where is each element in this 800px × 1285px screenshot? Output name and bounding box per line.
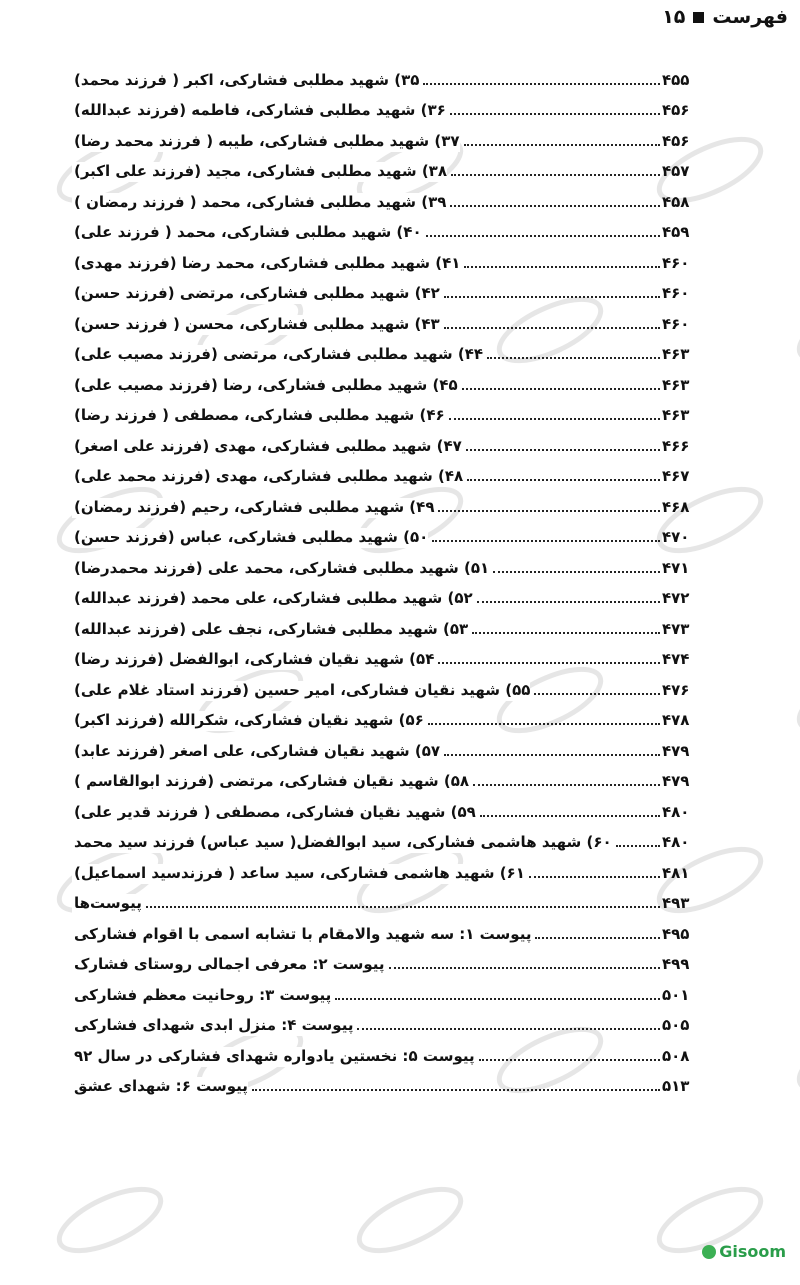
- toc-entry: [72, 609, 702, 640]
- toc-entry-page: ۴۷۳: [662, 619, 690, 638]
- toc-entry-title: ۳۷) شهید مطلبی فشارکی، طیبه ( فرزند محمد رضا): [74, 131, 460, 150]
- dot-leader: [534, 692, 660, 695]
- toc-entry-page: ۴۷۰: [662, 528, 690, 546]
- toc-entry-page: ۴۶۳: [662, 375, 690, 394]
- toc-entry-page: ۴۷۲: [662, 589, 690, 607]
- toc-entry: [72, 579, 702, 610]
- toc-entry: [72, 396, 702, 427]
- toc-entry-title: ۵۱) شهید مطلبی فشارکی، محمد علی (فرزند محمدرضا): [74, 558, 490, 577]
- dot-leader: [529, 875, 660, 878]
- toc-entry-page: ۴۶۳: [662, 406, 690, 424]
- toc-entry-page: ۴۵۷: [662, 162, 690, 180]
- toc-entry-title: پیوست ۲: معرفی اجمالی روستای فشارک: [74, 955, 385, 973]
- toc-entry-page: ۴۷۶: [662, 680, 690, 699]
- toc-entry-title: ۴۱) شهید مطلبی فشارکی، محمد رضا (فرزند مهدی): [74, 253, 461, 272]
- toc-entry: [72, 274, 702, 305]
- toc-entry-title: ۵۳) شهید مطلبی فشارکی، نجف علی (فرزند عبدالله): [74, 619, 469, 638]
- toc-entry-page: ۴۶۸: [662, 497, 690, 516]
- toc-entry-title: ۵۴) شهید نقیان فشارکی، ابوالفضل (فرزند رضا): [74, 650, 435, 668]
- toc-entry: [72, 91, 702, 122]
- dot-leader: [428, 722, 660, 725]
- toc-entry-title: پیوست‌ها: [74, 894, 142, 912]
- toc-entry-page: ۴۹۹: [662, 955, 690, 973]
- toc-entry-title: ۳۵) شهید مطلبی فشارکی، اکبر ( فرزند محمد): [74, 70, 420, 89]
- dot-leader: [146, 905, 660, 908]
- toc-entry-page: ۴۸۰: [662, 802, 690, 821]
- toc-entry-page: ۴۸۰: [662, 833, 690, 851]
- toc-entry-page: ۴۵۶: [662, 131, 690, 150]
- toc-entry-page: ۴۹۳: [662, 894, 690, 912]
- dot-leader: [451, 173, 660, 176]
- watermark-mark: [791, 657, 800, 743]
- dot-leader: [462, 387, 660, 390]
- toc-entry: [72, 121, 702, 152]
- toc-entry: [72, 243, 702, 274]
- toc-entry-page: ۴۸۱: [662, 863, 690, 882]
- toc-entry: [72, 548, 702, 579]
- toc-entry-page: ۵۰۵: [662, 1016, 690, 1034]
- toc-entry: [72, 1036, 702, 1067]
- toc-entry-page: ۴۶۰: [662, 284, 690, 302]
- dot-leader: [466, 448, 660, 451]
- toc-entry-title: ۵۶) شهید نقیان فشارکی، شکرالله (فرزند اکبر): [74, 711, 424, 729]
- toc-entry-title: ۵۵) شهید نقیان فشارکی، امیر حسین (فرزند استاد غلام علی): [74, 680, 531, 699]
- toc-entry: [72, 335, 702, 366]
- toc-entry-title: ۶۰) شهید هاشمی فشارکی، سید ابوالفضل( سید عباس) فرزند سید محمد: [74, 833, 612, 851]
- dot-leader: [493, 570, 660, 573]
- toc-entry: [72, 487, 702, 518]
- toc-entry-title: ۳۶) شهید مطلبی فشارکی، فاطمه (فرزند عبدالله): [74, 101, 446, 119]
- toc-entry-page: ۴۵۸: [662, 192, 690, 211]
- toc-entry-title: ۴۳) شهید مطلبی فشارکی، محسن ( فرزند حسن): [74, 314, 440, 333]
- toc-entry: [72, 1006, 702, 1037]
- dot-leader: [444, 326, 660, 329]
- dot-leader: [479, 1058, 660, 1061]
- toc-entry-page: ۴۷۹: [662, 741, 690, 760]
- toc-entry: [72, 884, 702, 915]
- toc-entry-page: ۴۵۹: [662, 223, 690, 241]
- toc-entry: [72, 670, 702, 701]
- toc-entry-page: ۴۶۳: [662, 345, 690, 363]
- toc-entry: [72, 426, 702, 457]
- dot-leader: [450, 112, 660, 115]
- toc-entry-page: ۴۷۴: [662, 650, 690, 668]
- toc-entry: [72, 213, 702, 244]
- toc-entry-title: ۴۴) شهید مطلبی فشارکی، مرتضی (فرزند مصیب علی): [74, 345, 484, 363]
- logo-text: Gisoom: [719, 1242, 786, 1261]
- toc-entry-title: پیوست ۳: روحانیت معظم فشارکی: [74, 985, 332, 1004]
- dot-leader: [432, 539, 660, 542]
- toc-entry: [72, 945, 702, 976]
- dot-leader: [423, 82, 660, 85]
- toc-entry-page: ۵۱۳: [662, 1077, 690, 1095]
- dot-leader: [464, 265, 660, 268]
- watermark-mark: [351, 1177, 469, 1263]
- toc-entry: [72, 853, 702, 884]
- dot-leader: [477, 600, 660, 603]
- toc-entry-page: ۵۰۱: [662, 985, 690, 1004]
- toc-entry: [72, 731, 702, 762]
- watermark-mark: [51, 1177, 169, 1263]
- dot-leader: [535, 936, 660, 939]
- watermark-mark: [791, 287, 800, 373]
- toc-entry-page: ۴۶۶: [662, 436, 690, 455]
- toc-entry-page: ۴۶۷: [662, 467, 690, 485]
- gisoom-logo: [702, 1242, 786, 1261]
- page-header: [662, 6, 788, 28]
- toc-entry: [72, 1067, 702, 1098]
- square-bullet-icon: [693, 12, 704, 23]
- toc-entry-title: ۵۷) شهید نقیان فشارکی، علی اصغر (فرزند عابد): [74, 741, 441, 760]
- toc-entry-title: ۴۰) شهید مطلبی فشارکی، محمد ( فرزند علی): [74, 223, 422, 241]
- toc-entry-page: ۴۶۰: [662, 253, 690, 272]
- toc-entry: [72, 152, 702, 183]
- dot-leader: [335, 997, 660, 1000]
- toc-entry: [72, 762, 702, 793]
- dot-leader: [450, 204, 660, 207]
- table-of-contents: [72, 60, 702, 1097]
- toc-entry-title: ۴۲) شهید مطلبی فشارکی، مرتضی (فرزند حسن): [74, 284, 440, 302]
- toc-entry-page: ۴۷۹: [662, 772, 690, 790]
- dot-leader: [616, 844, 660, 847]
- dot-leader: [467, 478, 660, 481]
- dot-leader: [487, 356, 660, 359]
- toc-entry-page: ۴۵۵: [662, 70, 690, 89]
- toc-entry-title: ۵۰) شهید مطلبی فشارکی، عباس (فرزند حسن): [74, 528, 429, 546]
- toc-entry: [72, 701, 702, 732]
- toc-entry: [72, 975, 702, 1006]
- toc-entry-title: ۵۹) شهید نقیان فشارکی، مصطفی ( فرزند قدیر علی): [74, 802, 476, 821]
- dot-leader: [464, 143, 660, 146]
- toc-entry-title: پیوست ۴: منزل ابدی شهدای فشارکی: [74, 1016, 354, 1034]
- toc-entry: [72, 823, 702, 854]
- toc-entry-page: ۴۷۸: [662, 711, 690, 729]
- dot-leader: [473, 783, 660, 786]
- toc-entry: [72, 792, 702, 823]
- toc-entry: [72, 457, 702, 488]
- toc-entry: [72, 365, 702, 396]
- toc-entry: [72, 304, 702, 335]
- toc-entry-page: ۵۰۸: [662, 1046, 690, 1065]
- header-title: فهرست: [712, 6, 788, 28]
- header-page-number: ۱۵: [662, 6, 686, 28]
- gisoom-logo-icon: [702, 1245, 716, 1259]
- dot-leader: [480, 814, 660, 817]
- toc-entry-title: ۳۹) شهید مطلبی فشارکی، محمد ( فرزند رمضان ): [74, 192, 447, 211]
- dot-leader: [389, 966, 660, 969]
- toc-entry-title: ۵۸) شهید نقیان فشارکی، مرتضی (فرزند ابوالقاسم ): [74, 772, 469, 790]
- dot-leader: [444, 753, 660, 756]
- toc-entry: [72, 60, 702, 91]
- toc-entry-title: ۴۸) شهید مطلبی فشارکی، مهدی (فرزند محمد علی): [74, 467, 464, 485]
- toc-entry-title: ۴۷) شهید مطلبی فشارکی، مهدی (فرزند علی اصغر): [74, 436, 462, 455]
- toc-entry-title: ۴۹) شهید مطلبی فشارکی، رحیم (فرزند رمضان): [74, 497, 435, 516]
- watermark-mark: [791, 1017, 800, 1103]
- toc-entry: [72, 914, 702, 945]
- toc-entry: [72, 182, 702, 213]
- toc-entry-page: ۴۷۱: [662, 558, 690, 577]
- toc-entry: [72, 518, 702, 549]
- dot-leader: [449, 417, 660, 420]
- dot-leader: [426, 234, 660, 237]
- dot-leader: [444, 295, 660, 298]
- toc-entry-title: ۵۲) شهید مطلبی فشارکی، علی محمد (فرزند عبدالله): [74, 589, 473, 607]
- toc-entry-page: ۴۹۵: [662, 924, 690, 943]
- dot-leader: [438, 661, 660, 664]
- dot-leader: [438, 509, 660, 512]
- toc-entry-title: ۶۱) شهید هاشمی فشارکی، سید ساعد ( فرزندسید اسماعیل): [74, 863, 525, 882]
- toc-entry-title: ۴۵) شهید مطلبی فشارکی، رضا (فرزند مصیب علی): [74, 375, 458, 394]
- toc-entry-title: پیوست ۶: شهدای عشق: [74, 1077, 248, 1095]
- dot-leader: [472, 631, 660, 634]
- toc-entry-title: پیوست ۱: سه شهید والامقام با تشابه اسمی با اقوام فشارکی: [74, 924, 532, 943]
- dot-leader: [357, 1027, 660, 1030]
- toc-entry-title: ۴۶) شهید مطلبی فشارکی، مصطفی ( فرزند رضا): [74, 406, 445, 424]
- toc-entry-page: ۴۵۶: [662, 101, 690, 119]
- toc-entry-page: ۴۶۰: [662, 314, 690, 333]
- toc-entry-title: پیوست ۵: نخستین یادواره شهدای فشارکی در سال ۹۲: [74, 1046, 475, 1065]
- toc-entry-title: ۳۸) شهید مطلبی فشارکی، مجید (فرزند علی اکبر): [74, 162, 447, 180]
- dot-leader: [252, 1088, 660, 1091]
- toc-entry: [72, 640, 702, 671]
